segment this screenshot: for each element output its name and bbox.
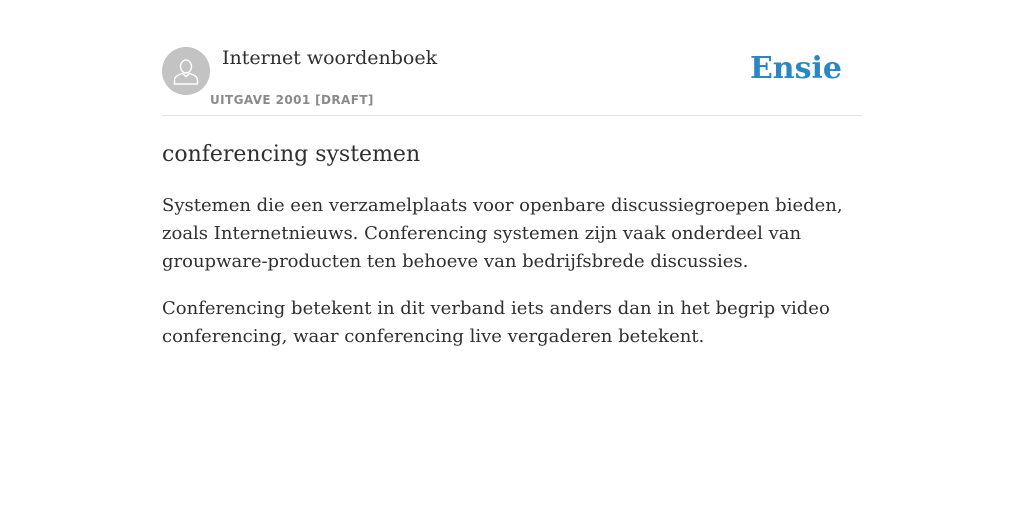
dictionary-header [162, 0, 862, 116]
entry-paragraph: Conferencing betekent in dit verband iets anders dan in het begrip video conferencing, waar conferencing live vergaderen betekent. [162, 298, 830, 347]
page-container [162, 0, 862, 347]
edition-label: UITGAVE 2001 [DRAFT] [210, 93, 374, 107]
entry-paragraph: Systemen die een verzamelplaats voor openbare discussiegroepen bieden, zoals Internetnieuws. Conferencing systemen zijn vaak onderdeel van groupware-producten ten behoeve van bedrijfsbrede discussies. [162, 195, 843, 272]
entry-term: conferencing systemen [162, 142, 421, 167]
user-placeholder-icon[interactable] [162, 47, 210, 95]
dictionary-title[interactable]: Internet woordenboek [222, 47, 438, 69]
ensie-logo[interactable]: Ensie [749, 51, 842, 86]
